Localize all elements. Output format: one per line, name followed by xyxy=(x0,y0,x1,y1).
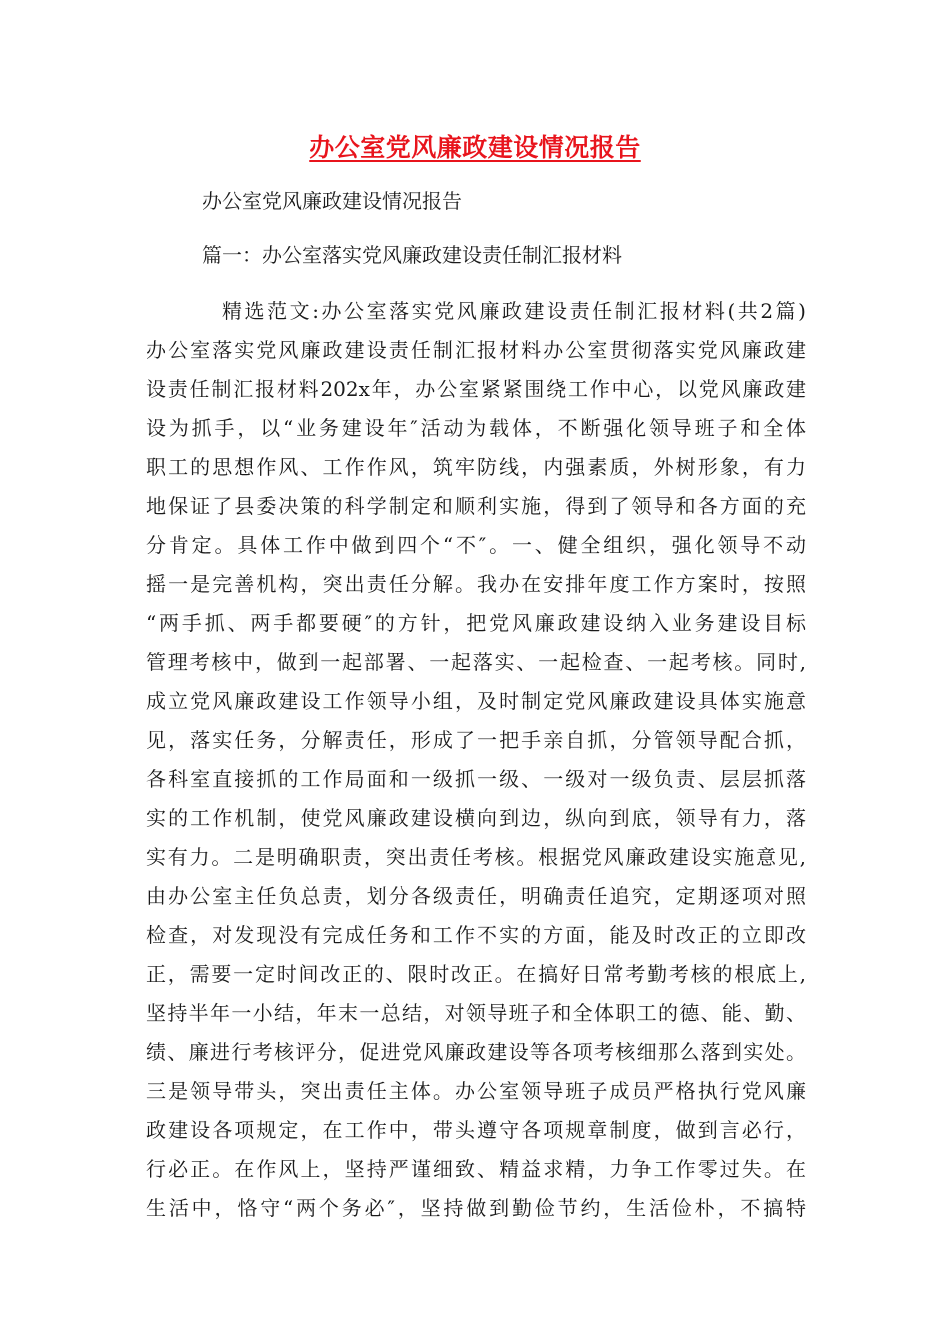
section-heading: 篇一：办公室落实党风廉政建设责任制汇报材料 xyxy=(202,243,622,267)
body-line: 正，需要一定时间改正的、限时改正。在搞好日常考勤考核的根底上, xyxy=(146,962,806,986)
body-line: 由办公室主任负总责，划分各级责任，明确责任追究，定期逐项对照 xyxy=(146,884,806,908)
body-line: 检查，对发现没有完成任务和工作不实的方面，能及时改正的立即改 xyxy=(146,923,806,947)
document-subtitle: 办公室党风廉政建设情况报告 xyxy=(202,189,462,213)
body-line: 绩、廉进行考核评分，促进党风廉政建设等各项考核细那么落到实处。 xyxy=(146,1040,806,1064)
body-line: 见，落实任务，分解责任，形成了一把手亲自抓，分管领导配合抓， xyxy=(146,728,806,752)
body-line: 实有力。二是明确职责，突出责任考核。根据党风廉政建设实施意见, xyxy=(146,845,806,869)
body-line: 设为抓手，以“业务建设年″活动为载体，不断强化领导班子和全体 xyxy=(146,416,806,440)
body-line: 行必正。在作风上，坚持严谨细致、精益求精，力争工作零过失。在 xyxy=(146,1157,806,1181)
body-line: 办公室落实党风廉政建设责任制汇报材料办公室贯彻落实党风廉政建 xyxy=(146,338,806,362)
body-line: 政建设各项规定，在工作中，带头遵守各项规章制度，做到言必行， xyxy=(146,1118,806,1142)
document-title: 办公室党风廉政建设情况报告 xyxy=(309,133,641,162)
body-line: 成立党风廉政建设工作领导小组，及时制定党风廉政建设具体实施意 xyxy=(146,689,806,713)
body-line: “两手抓、两手都要硬″的方针，把党风廉政建设纳入业务建设目标 xyxy=(146,611,806,635)
body-line: 管理考核中，做到一起部署、一起落实、一起检查、一起考核。同时, xyxy=(146,650,806,674)
body-line: 职工的思想作风、工作作风，筑牢防线，内强素质，外树形象，有力 xyxy=(146,455,806,479)
body-line: 各科室直接抓的工作局面和一级抓一级、一级对一级负责、层层抓落 xyxy=(146,767,806,791)
body-text xyxy=(146,292,806,1228)
body-line: 地保证了县委决策的科学制定和顺利实施，得到了领导和各方面的充 xyxy=(146,494,806,518)
body-line: 精选范文:办公室落实党风廉政建设责任制汇报材料(共2篇) xyxy=(222,299,806,323)
body-line: 设责任制汇报材料202x年，办公室紧紧围绕工作中心，以党风廉政建 xyxy=(146,377,806,401)
body-line: 分肯定。具体工作中做到四个“不″。一、健全组织，强化领导不动 xyxy=(146,533,806,557)
body-line: 摇一是完善机构，突出责任分解。我办在安排年度工作方案时，按照 xyxy=(146,572,806,596)
body-line: 实的工作机制，使党风廉政建设横向到边，纵向到底，领导有力，落 xyxy=(146,806,806,830)
body-line: 生活中，恪守“两个务必″，坚持做到勤俭节约，生活俭朴，不搞特 xyxy=(146,1196,806,1220)
body-line: 三是领导带头，突出责任主体。办公室领导班子成员严格执行党风廉 xyxy=(146,1079,806,1103)
body-line: 坚持半年一小结，年末一总结，对领导班子和全体职工的德、能、勤、 xyxy=(146,1001,806,1025)
